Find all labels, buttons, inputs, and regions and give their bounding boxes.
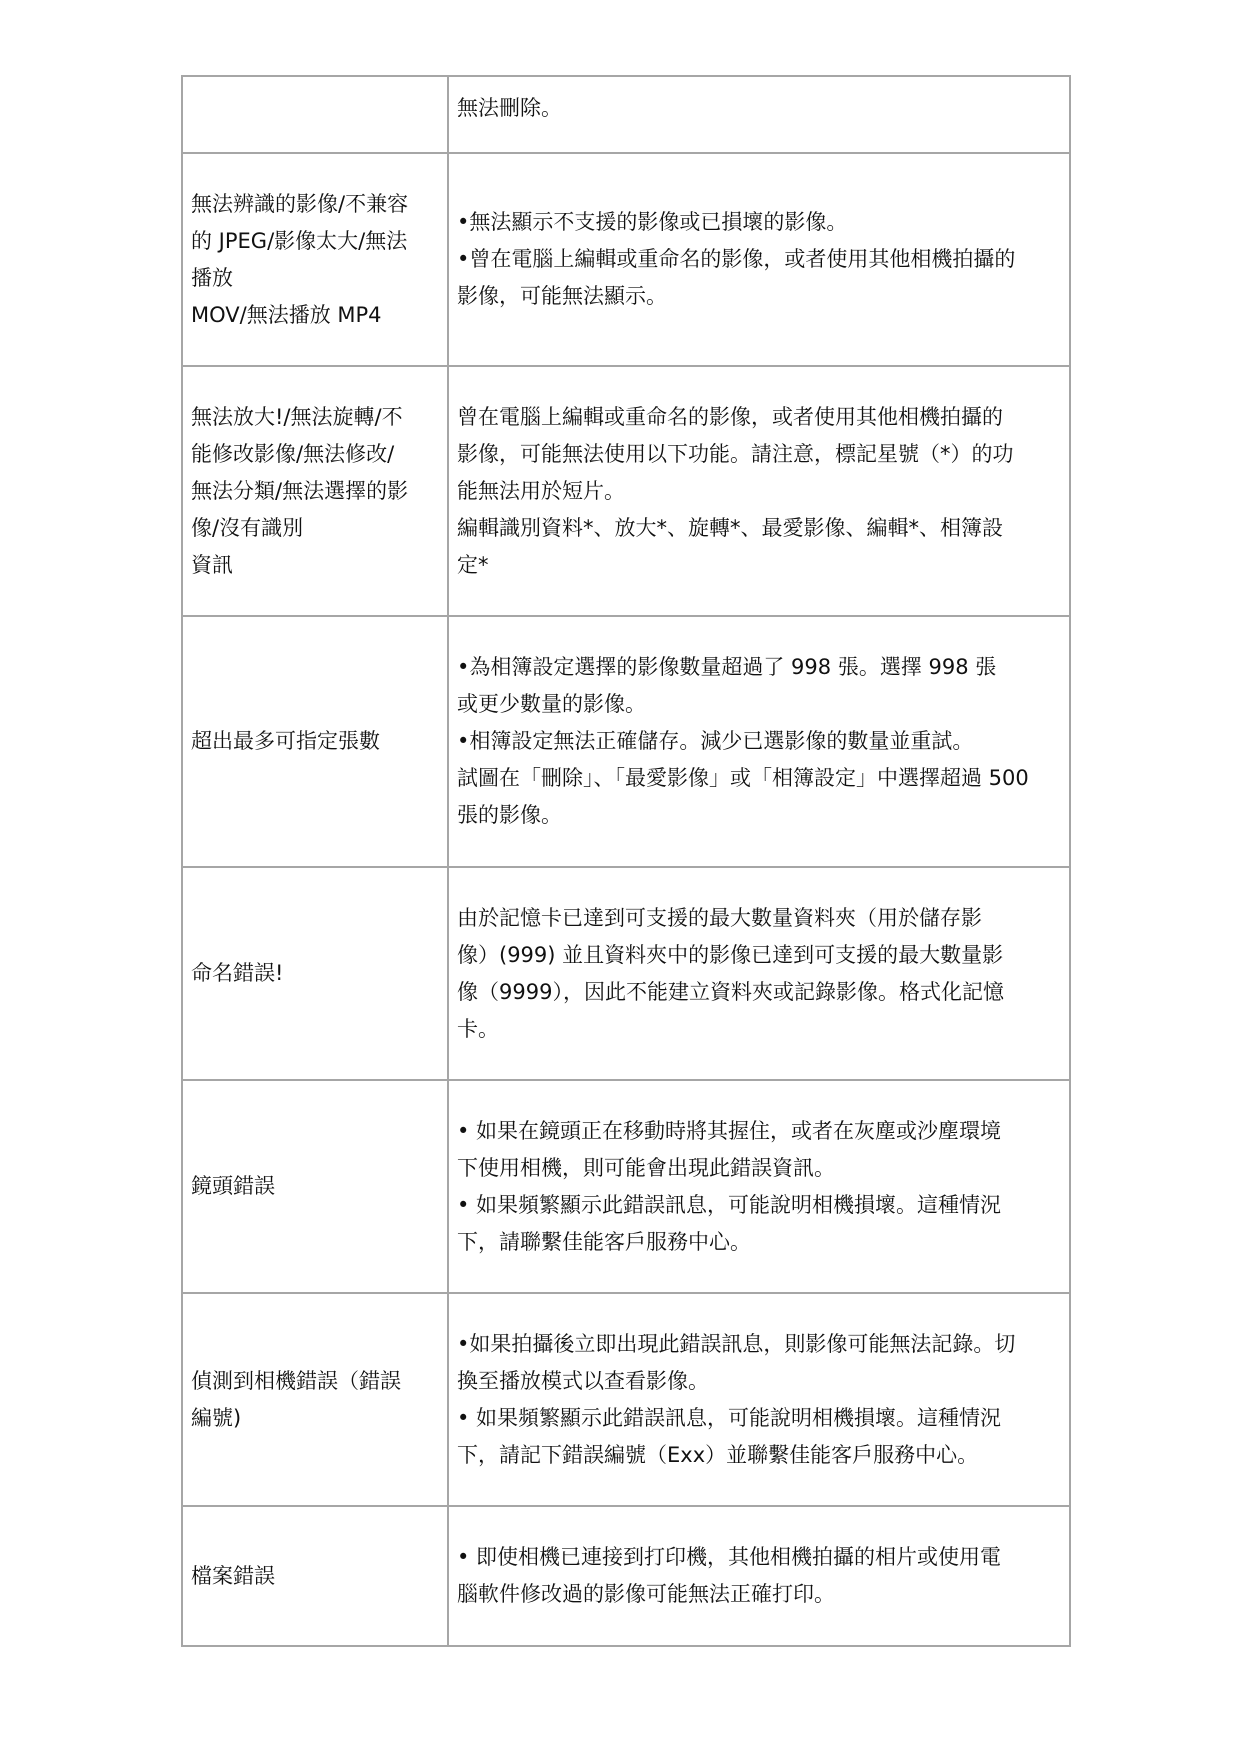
- error-message-line: 像/沒有識別: [191, 515, 304, 540]
- error-message-table: [181, 75, 1071, 1647]
- description-line: 下，請聯繫佳能客戶服務中心。: [457, 1229, 751, 1254]
- description-cell: [448, 76, 1070, 153]
- error-message-line: 資訊: [191, 552, 233, 577]
- error-message-line: 無法辨識的影像/不兼容: [191, 191, 409, 216]
- description-cell: [448, 867, 1070, 1080]
- message-cell: [182, 616, 448, 867]
- error-message-line: 無法放大!/無法旋轉/不: [191, 404, 403, 429]
- description-line: 定*: [457, 552, 489, 577]
- error-message-line: 的 JPEG/影像太大/無法: [191, 228, 408, 253]
- error-message-line: 編號): [191, 1405, 242, 1430]
- description-line: •曾在電腦上編輯或重命名的影像，或者使用其他相機拍攝的: [457, 247, 1016, 271]
- error-message-line: 無法分類/無法選擇的影: [191, 478, 409, 503]
- error-message-line: 檔案錯誤: [191, 1563, 275, 1588]
- error-message-line: 播放: [191, 265, 233, 290]
- description-line: 影像，可能無法使用以下功能。請注意，標記星號（*）的功: [457, 441, 1014, 466]
- description-line: 卡。: [457, 1016, 499, 1041]
- description-line: 下，請記下錯誤編號（Exx）並聯繫佳能客戶服務中心。: [457, 1442, 979, 1467]
- description-cell: [448, 1293, 1070, 1506]
- description-line: 腦軟件修改過的影像可能無法正確打印。: [457, 1582, 835, 1606]
- description-cell: [448, 1080, 1070, 1293]
- description-cell: [448, 1506, 1070, 1646]
- message-cell: [182, 1080, 448, 1293]
- description-line: 換至播放模式以查看影像。: [457, 1368, 709, 1393]
- description-line: 或更少數量的影像。: [457, 692, 646, 716]
- message-cell: [182, 366, 448, 616]
- description-line: 試圖在「刪除」、「最愛影像」或「相簿設定」中選擇超過 500: [457, 766, 1029, 790]
- description-line: 張的影像。: [457, 803, 562, 827]
- message-cell: [182, 76, 448, 153]
- description-line: • 如果頻繁顯示此錯誤訊息，可能說明相機損壞。這種情況: [457, 1192, 1002, 1217]
- message-cell: [182, 1506, 448, 1646]
- error-message-line: 超出最多可指定張數: [191, 729, 380, 753]
- table-row: [182, 1080, 1070, 1293]
- table-row: [182, 1506, 1070, 1646]
- description-line: • 即使相機已連接到打印機，其他相機拍攝的相片或使用電: [457, 1545, 1002, 1569]
- description-line: • 如果在鏡頭正在移動時將其握住，或者在灰塵或沙塵環境: [457, 1118, 1002, 1143]
- message-cell: [182, 153, 448, 366]
- description-cell: [448, 616, 1070, 867]
- error-message-line: MOV/無法播放 MP4: [191, 302, 382, 327]
- description-line: 影像，可能無法顯示。: [457, 284, 667, 308]
- description-line: 像）(999) 並且資料夾中的影像已達到可支援的最大數量影: [457, 942, 1004, 967]
- description-line: 無法刪除。: [457, 96, 562, 120]
- description-cell: [448, 153, 1070, 366]
- error-message-line: 偵測到相機錯誤（錯誤: [191, 1368, 401, 1393]
- description-line: • 如果頻繁顯示此錯誤訊息，可能說明相機損壞。這種情況: [457, 1405, 1002, 1430]
- description-line: •無法顯示不支援的影像或已損壞的影像。: [457, 210, 848, 234]
- description-line: •為相簿設定選擇的影像數量超過了 998 張。選擇 998 張: [457, 655, 997, 679]
- table-row: [182, 1293, 1070, 1506]
- error-message-line: 能修改影像/無法修改/: [191, 441, 395, 466]
- description-line: 編輯識別資料*、放大*、旋轉*、最愛影像、編輯*、相簿設: [457, 515, 1003, 540]
- table-row: [182, 153, 1070, 366]
- description-cell: [448, 366, 1070, 616]
- description-line: •如果拍攝後立即出現此錯誤訊息，則影像可能無法記錄。切: [457, 1331, 1016, 1356]
- error-message-line: 命名錯誤!: [191, 961, 284, 985]
- description-line: 像（9999），因此不能建立資料夾或記錄影像。格式化記憶: [457, 979, 1004, 1004]
- message-cell: [182, 1293, 448, 1506]
- table-row: [182, 616, 1070, 867]
- description-line: 由於記憶卡已達到可支援的最大數量資料夾（用於儲存影: [457, 905, 982, 930]
- table-row: [182, 867, 1070, 1080]
- table-row: [182, 76, 1070, 153]
- message-cell: [182, 867, 448, 1080]
- description-line: •相簿設定無法正確儲存。減少已選影像的數量並重試。: [457, 729, 974, 753]
- description-line: 曾在電腦上編輯或重命名的影像，或者使用其他相機拍攝的: [457, 404, 1003, 429]
- table-row: [182, 366, 1070, 616]
- description-line: 下使用相機，則可能會出現此錯誤資訊。: [457, 1155, 835, 1180]
- description-line: 能無法用於短片。: [457, 478, 625, 503]
- error-message-line: 鏡頭錯誤: [191, 1174, 275, 1198]
